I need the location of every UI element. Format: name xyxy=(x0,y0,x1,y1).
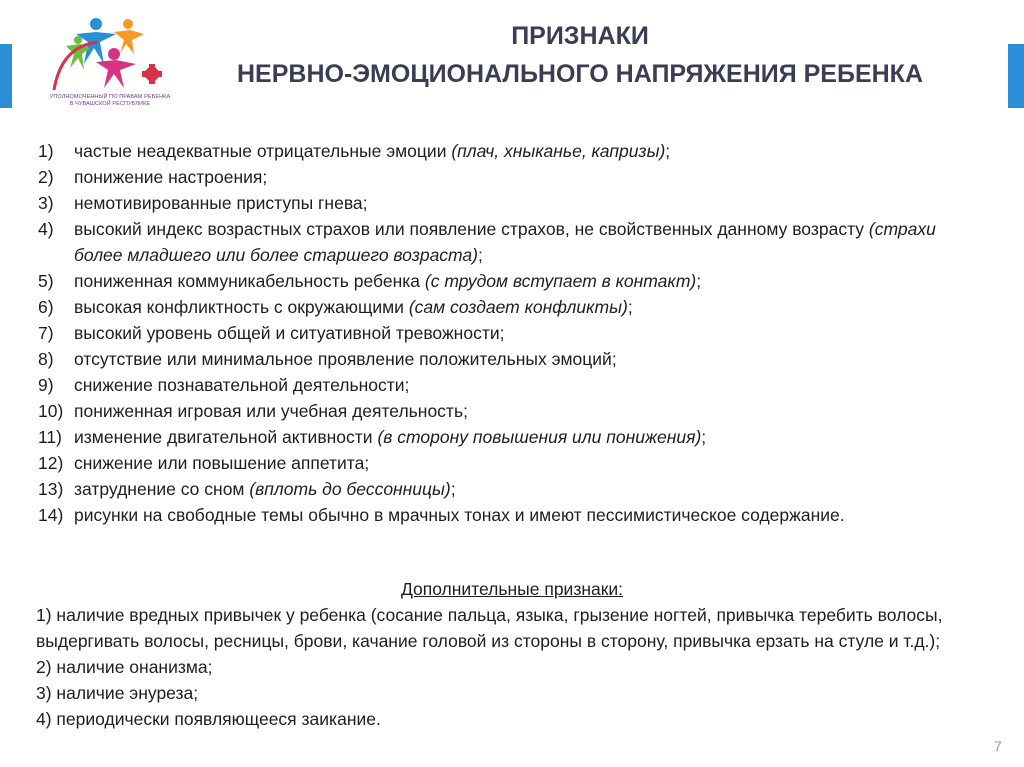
list-item xyxy=(38,164,968,190)
item-end: ; xyxy=(478,245,483,265)
item-text: затруднение со сном xyxy=(74,479,250,499)
item-text: высокий индекс возрастных страхов или появление страхов, не свойственных данному возрасту xyxy=(74,219,869,239)
item-number: 5) xyxy=(38,271,54,291)
ombudsman-logo xyxy=(40,14,180,118)
list-item xyxy=(38,450,968,476)
item-note: (в сторону повышения или понижения) xyxy=(377,427,702,447)
item-note: (сам создает конфликты) xyxy=(408,297,628,317)
list-item xyxy=(38,398,968,424)
logo-caption xyxy=(40,94,180,107)
item-end: ; xyxy=(450,479,456,499)
additional-signs-heading: Дополнительные признаки: xyxy=(400,579,624,599)
item-note: (с трудом вступает в контакт) xyxy=(424,271,697,291)
title-line2: НЕРВНО-ЭМОЦИОНАЛЬНОГО НАПРЯЖЕНИЯ РЕБЕНКА xyxy=(236,60,923,88)
additional-signs-list xyxy=(36,602,996,732)
item-text: изменение двигательной активности xyxy=(74,427,378,447)
item-number: 2) xyxy=(38,167,54,187)
item-number: 6) xyxy=(38,297,54,317)
item-text: немотивированные приступы гнева; xyxy=(74,193,368,213)
item-text: отсутствие или минимальное проявление положительных эмоций; xyxy=(74,349,617,369)
right-accent-bar xyxy=(1008,44,1024,108)
item-note: (вплоть до бессонницы) xyxy=(249,479,451,499)
item-text: высокий уровень общей и ситуативной тревожности; xyxy=(74,323,505,343)
item-end: ; xyxy=(696,271,702,291)
item-text: высокая конфликтность с окружающими xyxy=(74,297,409,317)
list-item xyxy=(38,502,968,528)
children-figures-icon xyxy=(40,14,180,94)
list-item xyxy=(38,268,968,294)
page-number: 7 xyxy=(994,738,1002,754)
additional-item: 4) периодически появляющееся заикание. xyxy=(36,709,381,729)
additional-item: 3) наличие энуреза; xyxy=(36,683,199,703)
item-number: 4) xyxy=(38,219,54,239)
item-end: ; xyxy=(665,141,671,161)
list-item xyxy=(38,190,968,216)
item-number: 12) xyxy=(38,453,64,473)
item-number: 1) xyxy=(38,141,54,161)
item-note: (плач, хныканье, капризы) xyxy=(451,141,666,161)
list-item xyxy=(38,424,968,450)
item-number: 3) xyxy=(38,193,54,213)
item-number: 11) xyxy=(38,427,62,447)
signs-list xyxy=(38,138,968,528)
item-number: 10) xyxy=(38,401,64,421)
item-end: ; xyxy=(701,427,707,447)
list-item xyxy=(38,216,968,268)
item-number: 13) xyxy=(38,479,64,499)
list-item xyxy=(38,138,968,164)
item-text: пониженная игровая или учебная деятельность; xyxy=(74,401,468,421)
additional-item: 2) наличие онанизма; xyxy=(36,657,213,677)
item-text: рисунки на свободные темы обычно в мрачных тонах и имеют пессимистическое содержание. xyxy=(74,505,845,525)
item-number: 8) xyxy=(38,349,54,369)
item-number: 9) xyxy=(38,375,54,395)
item-number: 7) xyxy=(38,323,54,343)
item-text: снижение познавательной деятельности; xyxy=(74,375,410,395)
list-item xyxy=(38,372,968,398)
list-item xyxy=(38,346,968,372)
additional-item: 1) наличие вредных привычек у ребенка (сосание пальца, языка, грызение ногтей, привычка теребить волосы, выдергивать волосы, ресницы, брови, качание головой из стороны в сторону, привычка ерзать на стуле и т.д.); xyxy=(36,605,943,651)
title-line1: ПРИЗНАКИ xyxy=(511,22,649,50)
item-text: частые неадекватные отрицательные эмоции xyxy=(74,141,452,161)
logo-caption-line1: УПОЛНОМОЧЕННЫЙ ПО ПРАВАМ РЕБЕНКА xyxy=(49,94,171,100)
left-accent-bar xyxy=(0,44,12,108)
list-item xyxy=(38,320,968,346)
list-item xyxy=(38,476,968,502)
list-item xyxy=(38,294,968,320)
logo-caption-line2: В ЧУВАШСКОЙ РЕСПУБЛИКЕ xyxy=(69,100,151,107)
item-text: снижение или повышение аппетита; xyxy=(74,453,370,473)
item-text: понижение настроения; xyxy=(74,167,268,187)
item-note: (страхи более младшего или более старшего возраста) xyxy=(74,219,936,265)
item-end: ; xyxy=(627,297,633,317)
item-text: пониженная коммуникабельность ребенка xyxy=(74,271,425,291)
item-number: 14) xyxy=(38,505,64,525)
